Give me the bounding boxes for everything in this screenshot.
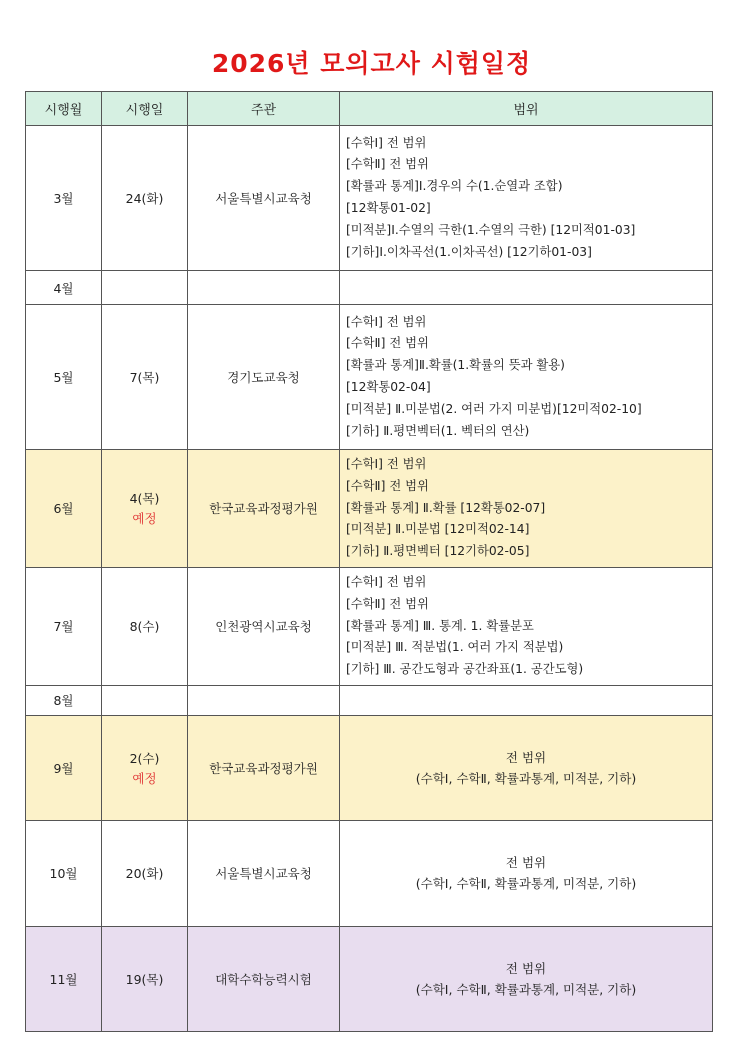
- scope-line: [수학Ⅰ] 전 범위: [346, 574, 427, 589]
- table-row: [26, 450, 713, 568]
- date-text: 2(수): [129, 750, 160, 766]
- scope-line: [12확통01-02]: [346, 201, 431, 215]
- scope-cell: [340, 450, 713, 568]
- scope-line: 전 범위: [505, 855, 547, 871]
- date-text: 4(목): [129, 491, 160, 507]
- scope-cell: [340, 271, 713, 305]
- date-cell: [102, 685, 188, 715]
- date-cell: 7(목): [102, 305, 188, 450]
- table-row: [26, 685, 713, 715]
- scope-cell: [340, 126, 713, 271]
- date-cell: 8(수): [102, 567, 188, 685]
- scope-line: [수학Ⅰ] 전 범위: [346, 457, 427, 471]
- scope-cell: [340, 926, 713, 1031]
- scope-line: [확률과 통계] Ⅲ. 통계. 1. 확률분포: [346, 618, 534, 633]
- month-cell: 5월: [26, 305, 102, 450]
- exam-schedule-table: [25, 91, 713, 1032]
- tentative-note: 예정: [132, 511, 157, 527]
- scope-line: [확률과 통계]Ⅰ.경우의 수(1.순열과 조합): [346, 179, 563, 194]
- scope-cell: [340, 715, 713, 820]
- organizer-cell: 한국교육과정평가원: [188, 715, 340, 820]
- scope-line: [확률과 통계] Ⅱ.확률 [12확통02-07]: [346, 500, 546, 515]
- month-cell: 9월: [26, 715, 102, 820]
- scope-line: [수학Ⅰ] 전 범위: [346, 135, 427, 150]
- scope-line: [수학Ⅰ] 전 범위: [346, 314, 427, 329]
- scope-line: (수학Ⅰ, 수학Ⅱ, 확률과통계, 미적분, 기하): [415, 981, 637, 997]
- scope-line: [수학Ⅱ] 전 범위: [346, 596, 429, 611]
- organizer-cell: 서울특별시교육청: [188, 126, 340, 271]
- scope-line: [12확통02-04]: [346, 380, 431, 394]
- organizer-cell: 경기도교육청: [188, 305, 340, 450]
- date-cell: [102, 715, 188, 820]
- scope-cell: [340, 305, 713, 450]
- table-row: [26, 126, 713, 271]
- scope-line: [미적분] Ⅱ.미분법(2. 여러 가지 미분법)[12미적02-10]: [346, 401, 642, 416]
- month-cell: 11월: [26, 926, 102, 1031]
- date-cell: 24(화): [102, 126, 188, 271]
- scope-line: 전 범위: [505, 960, 547, 976]
- organizer-cell: [188, 685, 340, 715]
- scope-line: [수학Ⅱ] 전 범위: [346, 157, 429, 172]
- scope-line: [미적분] Ⅲ. 적분법(1. 여러 가지 적분법): [346, 640, 564, 655]
- page-title: 2026년 모의고사 시험일정: [211, 49, 532, 78]
- month-cell: 4월: [26, 271, 102, 305]
- table-row: [26, 820, 713, 926]
- scope-line: [미적분]Ⅰ.수열의 극한(1.수열의 극한) [12미적01-03]: [346, 222, 636, 237]
- scope-line: 전 범위: [505, 749, 547, 765]
- table-row: [26, 305, 713, 450]
- date-cell: [102, 450, 188, 568]
- scope-line: [기하] Ⅱ.평면벡터(1. 벡터의 연산): [346, 423, 530, 438]
- scope-line: [확률과 통계]Ⅱ.확률(1.확률의 뜻과 활용): [346, 358, 565, 373]
- scope-line: [기하] Ⅲ. 공간도형과 공간좌표(1. 공간도형): [346, 662, 584, 677]
- month-cell: 3월: [26, 126, 102, 271]
- date-cell: [102, 271, 188, 305]
- scope-line: [수학Ⅱ] 전 범위: [346, 336, 429, 351]
- month-cell: 8월: [26, 685, 102, 715]
- scope-cell: [340, 685, 713, 715]
- scope-line: [미적분] Ⅱ.미분법 [12미적02-14]: [346, 522, 530, 537]
- organizer-cell: 서울특별시교육청: [188, 820, 340, 926]
- month-cell: 6월: [26, 450, 102, 568]
- scope-cell: [340, 820, 713, 926]
- table-row: [26, 926, 713, 1031]
- organizer-cell: 대학수학능력시험: [188, 926, 340, 1031]
- date-cell: 20(화): [102, 820, 188, 926]
- date-cell: 19(목): [102, 926, 188, 1031]
- table-row: [26, 715, 713, 820]
- table-row: [26, 567, 713, 685]
- scope-cell: [340, 567, 713, 685]
- month-cell: 7월: [26, 567, 102, 685]
- header-date: 시행일: [102, 92, 188, 126]
- organizer-cell: 인천광역시교육청: [188, 567, 340, 685]
- header-scope: 범위: [340, 92, 713, 126]
- scope-line: [기하]Ⅰ.이차곡선(1.이차곡선) [12기하01-03]: [346, 244, 592, 259]
- organizer-cell: 한국교육과정평가원: [188, 450, 340, 568]
- header-organizer: 주관: [188, 92, 340, 126]
- organizer-cell: [188, 271, 340, 305]
- scope-line: [수학Ⅱ] 전 범위: [346, 478, 429, 493]
- table-row: [26, 271, 713, 305]
- scope-line: (수학Ⅰ, 수학Ⅱ, 확률과통계, 미적분, 기하): [415, 876, 637, 892]
- month-cell: 10월: [26, 820, 102, 926]
- table-header-row: [26, 92, 713, 126]
- header-month: 시행월: [26, 92, 102, 126]
- scope-line: (수학Ⅰ, 수학Ⅱ, 확률과통계, 미적분, 기하): [415, 770, 637, 786]
- scope-line: [기하] Ⅱ.평면벡터 [12기하02-05]: [346, 544, 530, 559]
- tentative-note: 예정: [132, 770, 157, 786]
